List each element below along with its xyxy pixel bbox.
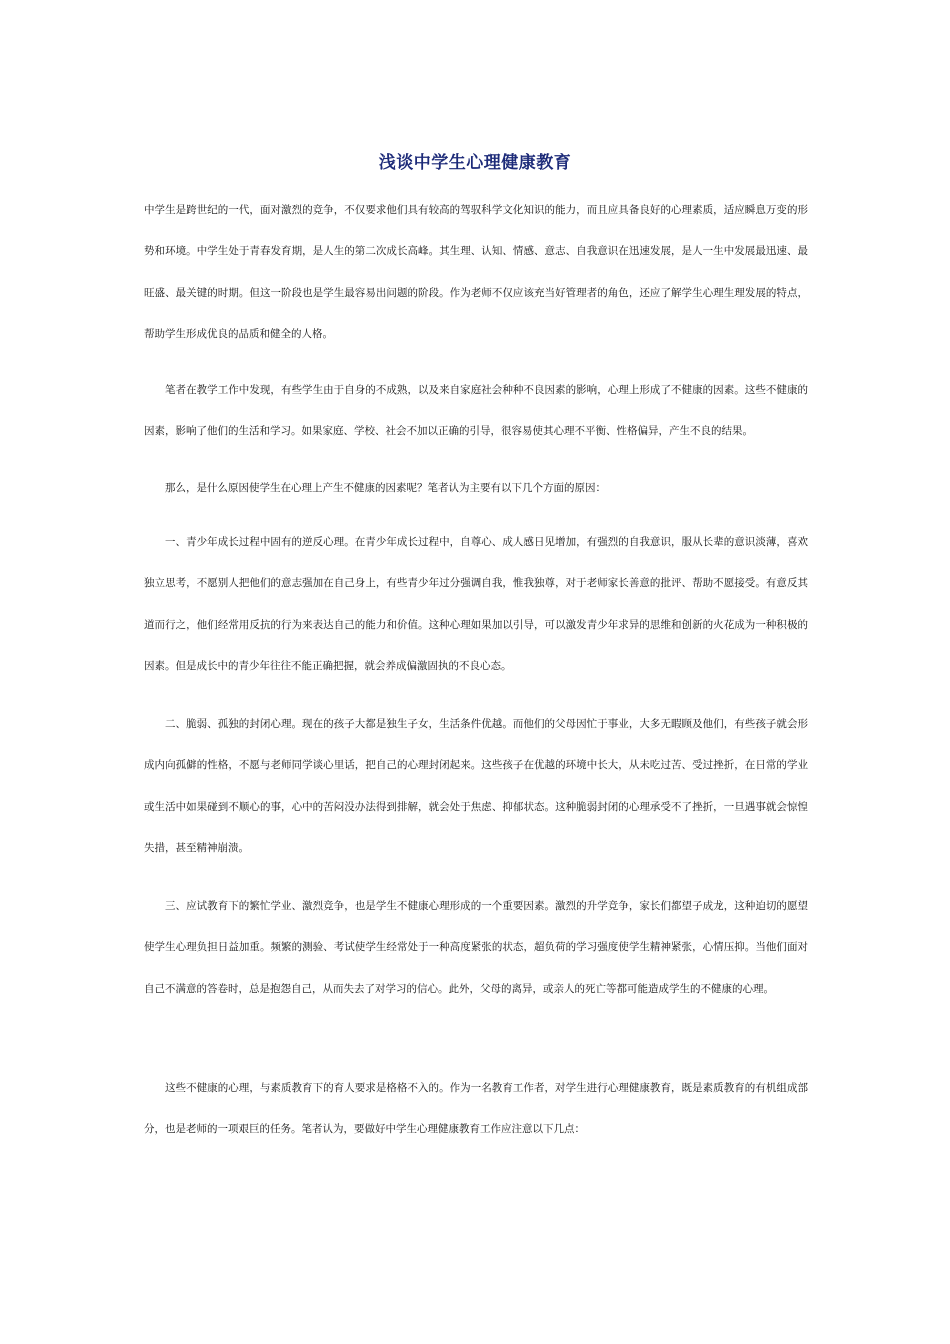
- paragraph-reason-2: 二、脆弱、孤独的封闭心理。现在的孩子大都是独生子女，生活条件优越。而他们的父母因忙于事业，大多无暇顾及他们，有些孩子就会形成内向孤僻的性格，不愿与老师同学谈心里话，把自己的心理封闭起来。这些孩子在优越的环境中长大，从未吃过苦、受过挫折，在日常的学业或生活中如果碰到不顺心的事，心中的苦闷没办法得到排解，就会处于焦虑、抑郁状态。这种脆弱封闭的心理承受不了挫折，一旦遇事就会惊惶失措，甚至精神崩溃。: [144, 718, 808, 854]
- paragraph-conclusion: 这些不健康的心理，与素质教育下的育人要求是格格不入的。作为一名教育工作者，对学生进行心理健康教育，既是素质教育的有机组成部分，也是老师的一项艰巨的任务。笔者认为，要做好中学生心理健康教育工作应注意以下几点：: [144, 1082, 808, 1136]
- document-title: 浅谈中学生心理健康教育: [378, 153, 572, 173]
- paragraph-reason-3: 三、应试教育下的繁忙学业、激烈竞争，也是学生不健康心理形成的一个重要因素。激烈的升学竞争，家长们都望子成龙，这种迫切的愿望使学生心理负担日益加重。频繁的测验、考试使学生经常处于一种高度紧张的状态，超负荷的学习强度使学生精神紧张，心情压抑。当他们面对自己不满意的答卷时，总是抱怨自己，从而失去了对学习的信心。此外，父母的离异，或亲人的死亡等都可能造成学生的不健康的心理。: [144, 900, 808, 995]
- paragraph-intro: 中学生是跨世纪的一代，面对激烈的竞争，不仅要求他们具有较高的驾驭科学文化知识的能力，而且应具备良好的心理素质，适应瞬息万变的形势和环境。中学生处于青春发育期，是人生的第二次成长高峰。其生理、认知、情感、意志、自我意识在迅速发展，是人一生中发展最迅速、最旺盛、最关键的时期。但这一阶段也是学生最容易出问题的阶段。作为老师不仅应该充当好管理者的角色，还应了解学生心理生理发展的特点，帮助学生形成优良的品质和健全的人格。: [144, 204, 808, 340]
- paragraph-reason-1: 一、青少年成长过程中固有的逆反心理。在青少年成长过程中，自尊心、成人感日见增加，有强烈的自我意识，服从长辈的意识淡薄，喜欢独立思考，不愿别人把他们的意志强加在自己身上，有些青少年过分强调自我，惟我独尊，对于老师家长善意的批评、帮助不愿接受。有意反其道而行之，他们经常用反抗的行为来表达自己的能力和价值。这种心理如果加以引导，可以激发青少年求异的思维和创新的火花成为一种积极的因素。但是成长中的青少年往往不能正确把握，就会养成偏激固执的不良心态。: [144, 536, 808, 672]
- paragraph-observation: 笔者在教学工作中发现，有些学生由于自身的不成熟，以及来自家庭社会种种不良因素的影响，心理上形成了不健康的因素。这些不健康的因素，影响了他们的生活和学习。如果家庭、学校、社会不加以正确的引导，很容易使其心理不平衡、性格偏异，产生不良的结果。: [144, 384, 808, 438]
- paragraph-question: 那么，是什么原因使学生在心理上产生不健康的因素呢？笔者认为主要有以下几个方面的原因：: [165, 482, 606, 494]
